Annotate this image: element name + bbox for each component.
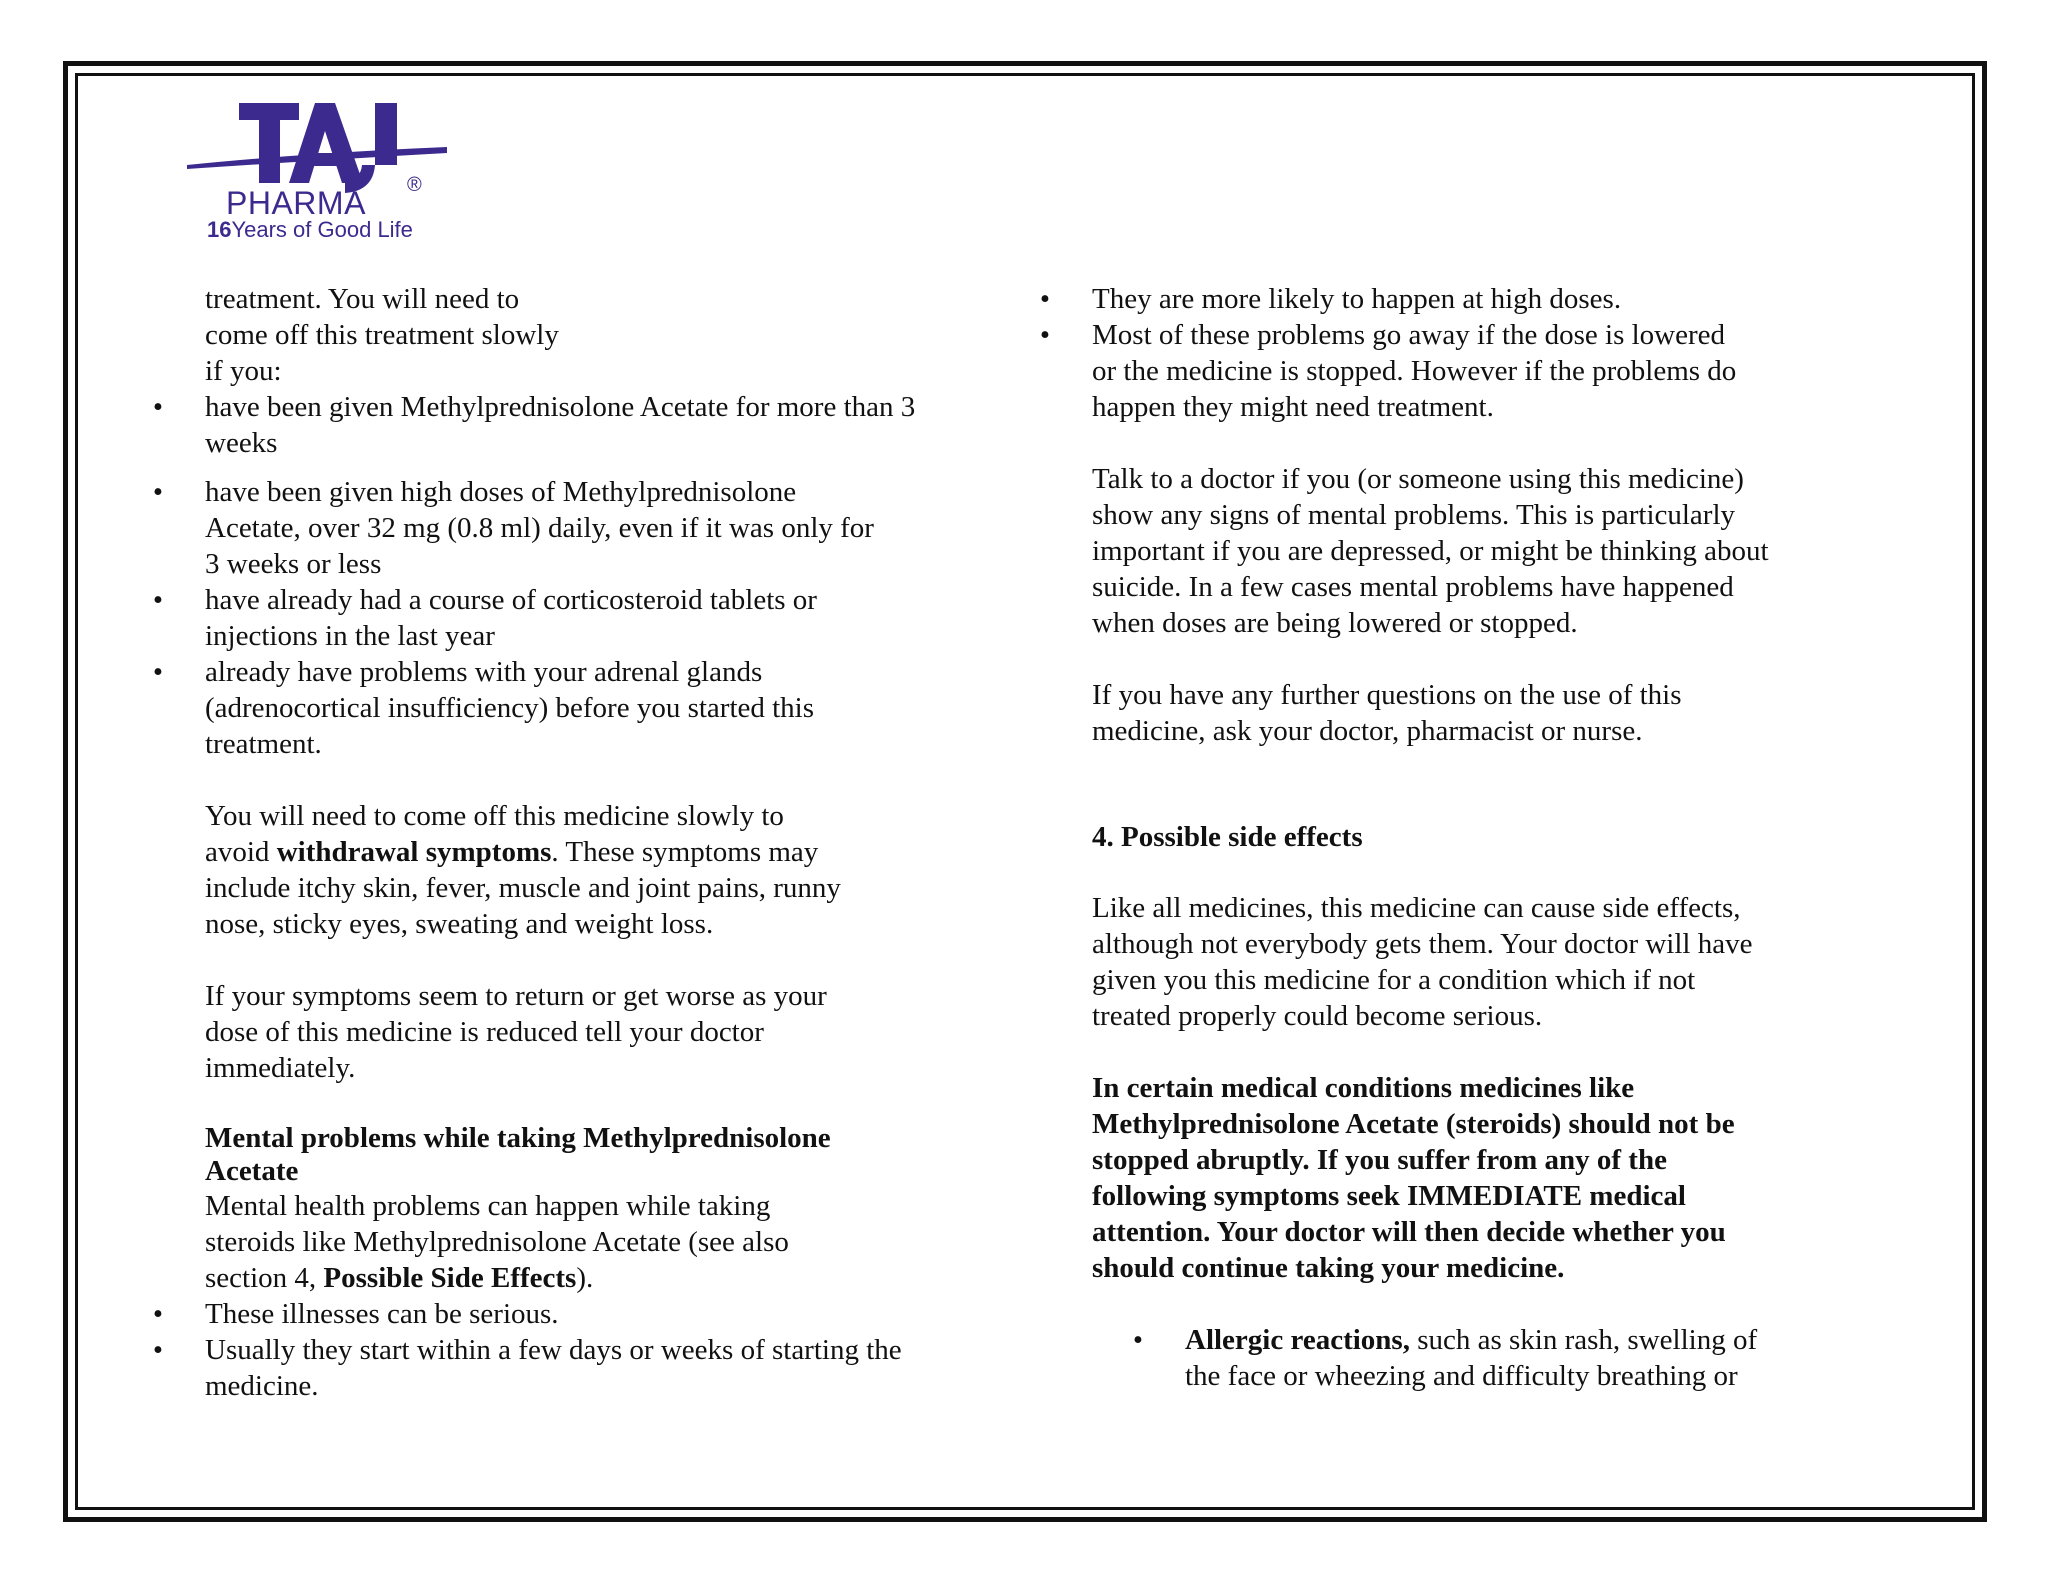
text-line: weeks: [205, 427, 278, 459]
text-run: avoid: [205, 836, 277, 868]
text-line: important if you are depressed, or might be thinking about: [1092, 535, 1769, 567]
list-item: [1132, 1322, 1812, 1394]
bullet-icon: •: [1039, 283, 1051, 315]
talk-to-doctor-paragraph: [1092, 461, 1812, 641]
allergic-reactions-bold: Allergic reactions,: [1185, 1324, 1410, 1356]
text-line: Like all medicines, this medicine can cause side effects,: [1092, 892, 1741, 924]
text-line: Usually they start within a few days or weeks of starting the: [205, 1334, 902, 1366]
text-line: have been given high doses of Methylprednisolone: [205, 476, 797, 508]
list-item: [152, 474, 1005, 582]
list-item: [152, 654, 1005, 762]
withdrawal-symptoms-bold: withdrawal symptoms: [276, 836, 552, 868]
text-line: have been given Methylprednisolone Acetate for more than 3: [205, 391, 916, 423]
text-line: already have problems with your adrenal glands: [205, 656, 763, 688]
text-line: when doses are being lowered or stopped.: [1092, 607, 1578, 639]
registered-mark: ®: [407, 174, 422, 196]
text-line: treated properly could become serious.: [1092, 1000, 1543, 1032]
bullet-icon: •: [152, 476, 164, 508]
list-item: [1039, 281, 1812, 317]
text-line: If you have any further questions on the use of this: [1092, 679, 1682, 711]
text-line: [205, 834, 1005, 870]
text-line: In certain medical conditions medicines like: [1092, 1072, 1635, 1104]
text-line: the face or wheezing and difficulty breathing or: [1185, 1360, 1738, 1392]
heading-line: Acetate: [205, 1155, 299, 1187]
text-line: show any signs of mental problems. This is particularly: [1092, 499, 1736, 531]
text-line: These illnesses can be serious.: [205, 1298, 559, 1330]
right-column: [1039, 281, 1812, 1394]
text-line: treatment. You will need to: [205, 283, 520, 315]
worse-paragraph: [205, 978, 1005, 1086]
text-line: include itchy skin, fever, muscle and joint pains, runny: [205, 872, 841, 904]
text-line: Acetate, over 32 mg (0.8 ml) daily, even if it was only for: [205, 512, 874, 544]
left-column: [152, 281, 1005, 1404]
text-run: ).: [576, 1262, 594, 1294]
list-item: [152, 389, 1005, 461]
text-line: (adrenocortical insufficiency) before you started this: [205, 692, 815, 724]
text-line: injections in the last year: [205, 620, 495, 652]
text-run: such as skin rash, swelling of: [1409, 1324, 1758, 1356]
bullet-icon: •: [152, 1334, 164, 1366]
text-line: given you this medicine for a condition which if not: [1092, 964, 1696, 996]
intro-paragraph: [205, 281, 1005, 389]
further-questions-paragraph: [1092, 677, 1812, 749]
text-line: steroids like Methylprednisolone Acetate (see also: [205, 1226, 789, 1258]
taj-pharma-logo: [185, 95, 475, 245]
text-line: They are more likely to happen at high doses.: [1092, 283, 1622, 315]
text-line: come off this treatment slowly: [205, 319, 559, 351]
text-line: should continue taking your medicine.: [1092, 1252, 1565, 1284]
text-line: [205, 1260, 1005, 1296]
bullet-icon: •: [1132, 1324, 1144, 1356]
text-line: 3 weeks or less: [205, 548, 382, 580]
text-line: Methylprednisolone Acetate (steroids) should not be: [1092, 1108, 1735, 1140]
list-item: [152, 1296, 1005, 1332]
mental-problems-heading: [205, 1122, 1005, 1188]
text-line: immediately.: [205, 1052, 356, 1084]
bullet-icon: •: [152, 584, 164, 616]
section-4-heading: 4. Possible side effects: [1092, 821, 1363, 853]
text-line: if you:: [205, 355, 282, 387]
list-item: [152, 582, 1005, 654]
side-effects-paragraph: [1092, 890, 1812, 1034]
text-line: Talk to a doctor if you (or someone using this medicine): [1092, 463, 1744, 495]
text-line: happen they might need treatment.: [1092, 391, 1494, 423]
bullet-icon: •: [152, 1298, 164, 1330]
text-line: attention. Your doctor will then decide whether you: [1092, 1216, 1726, 1248]
bullet-icon: •: [152, 656, 164, 688]
mental-problems-body: [205, 1188, 1005, 1296]
bullet-icon: •: [1039, 319, 1051, 351]
text-line: If your symptoms seem to return or get worse as your: [205, 980, 827, 1012]
text-line: medicine, ask your doctor, pharmacist or nurse.: [1092, 715, 1643, 747]
text-line: Mental health problems can happen while taking: [205, 1190, 771, 1222]
text-line: following symptoms seek IMMEDIATE medical: [1092, 1180, 1686, 1212]
text-line: nose, sticky eyes, sweating and weight loss.: [205, 908, 714, 940]
list-item: [152, 1332, 1005, 1404]
text-line: medicine.: [205, 1370, 319, 1402]
text-run: . These symptoms may: [551, 836, 819, 868]
text-line: stopped abruptly. If you suffer from any of the: [1092, 1144, 1667, 1176]
logo-tagline: [207, 219, 413, 241]
text-run: section 4,: [205, 1262, 324, 1294]
tagline-text: Years of Good Life: [231, 217, 413, 242]
text-line: Most of these problems go away if the dose is lowered: [1092, 319, 1726, 351]
text-line: [1185, 1322, 1812, 1358]
text-line: or the medicine is stopped. However if the problems do: [1092, 355, 1737, 387]
text-line: have already had a course of corticosteroid tablets or: [205, 584, 817, 616]
text-line: treatment.: [205, 728, 322, 760]
possible-side-effects-bold: Possible Side Effects: [323, 1262, 577, 1294]
text-line: although not everybody gets them. Your doctor will have: [1092, 928, 1753, 960]
text-line: suicide. In a few cases mental problems have happened: [1092, 571, 1734, 603]
withdrawal-paragraph: [205, 798, 1005, 942]
logo-pharma-text: PHARMA: [226, 185, 366, 221]
heading-line: Mental problems while taking Methylprednisolone: [205, 1122, 831, 1154]
text-line: dose of this medicine is reduced tell your doctor: [205, 1016, 764, 1048]
list-item: [1039, 317, 1812, 425]
bullet-icon: •: [152, 391, 164, 423]
warning-paragraph: [1092, 1070, 1812, 1286]
tagline-number: 16: [207, 217, 232, 242]
text-line: You will need to come off this medicine slowly to: [205, 800, 784, 832]
